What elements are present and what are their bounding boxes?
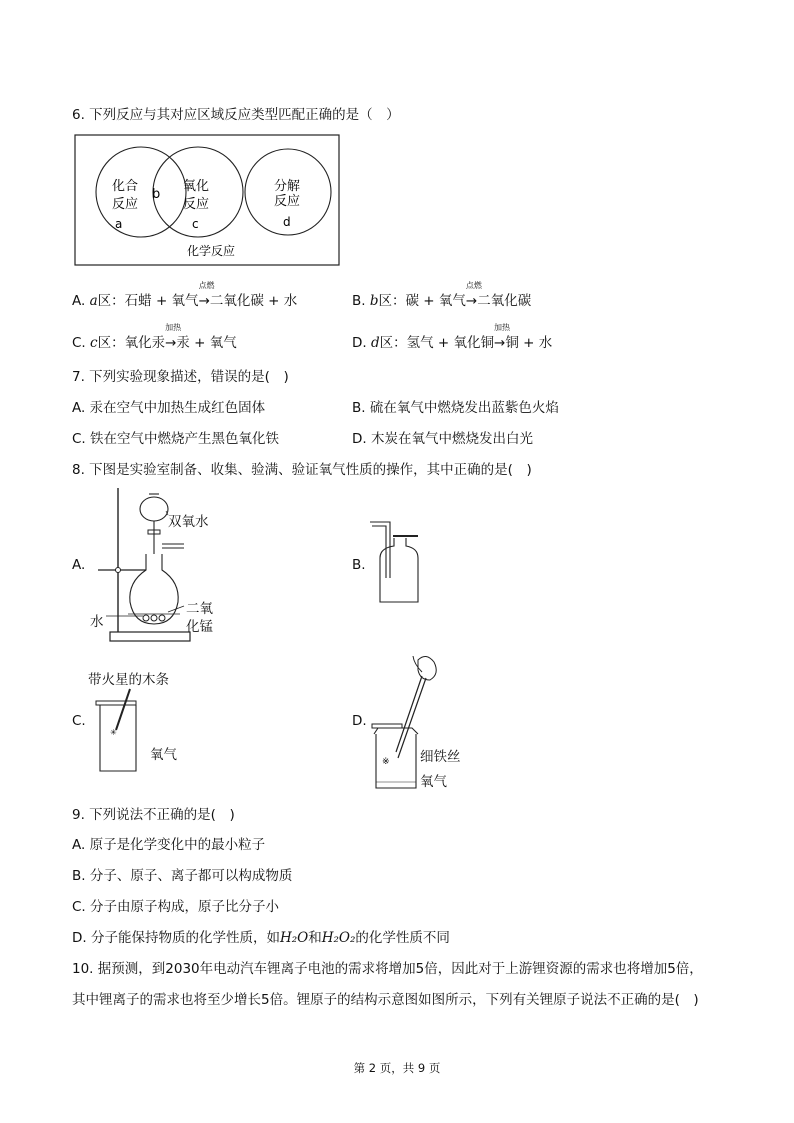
q9-option-c[interactable]: C. 分子由原子构成，原子比分子小 <box>72 899 280 915</box>
page-footer: 第 2 页，共 9 页 <box>353 1061 441 1075</box>
q8-option-b-gas-bottle[interactable] <box>368 518 428 610</box>
region-c-letter: c <box>192 217 199 231</box>
q6-option-b[interactable]: B. b区：碳 + 氧气 点燃 →二氧化碳 <box>352 281 532 309</box>
q7-stem: 7. 下列实验现象描述，错误的是( ) <box>72 369 289 385</box>
q6-option-a[interactable]: A. a区：石蜡 + 氧气 点燃 →二氧化碳 + 水 <box>72 281 298 309</box>
region-d-letter: d <box>283 215 291 229</box>
q6-option-c[interactable]: C. c区：氧化汞 加热 →汞 + 氧气 <box>72 323 237 351</box>
q6-venn-diagram <box>74 134 340 266</box>
chemical-reaction-label: 化学反应 <box>187 244 236 258</box>
q6-option-d[interactable]: D. d区：氢气 + 氧化铜 加热 →铜 + 水 <box>352 323 553 351</box>
q7-option-c[interactable]: C. 铁在空气中燃烧产生黑色氧化铁 <box>72 431 280 447</box>
q8-option-c-gas-bottle[interactable] <box>92 685 142 777</box>
oxidation-label-2: 反应 <box>183 197 210 212</box>
q8-a-h2o2-label: 双氧水 <box>168 514 209 530</box>
sparks-icon: ※ <box>382 757 390 767</box>
combination-circle <box>96 147 186 237</box>
q10-stem-line-1: 10. 据预测，到2030年电动汽车锂离子电池的需求将增加5倍，因此对于上游锂资源的需求也将增加5倍， <box>72 961 703 977</box>
q8-option-c-label[interactable]: C. <box>72 713 86 729</box>
q10-stem-line-2: 其中锂离子的需求也将至少增长5倍。锂原子的结构示意图如图所示，下列有关锂原子说法不正确的是( ) <box>72 992 699 1008</box>
q8-d-wire-label: 细铁丝 <box>420 749 461 765</box>
q8-a-mno2-label-1: 二氧 <box>186 601 213 617</box>
q8-option-a-label[interactable]: A. <box>72 557 86 573</box>
q8-c-oxygen-label: 氧气 <box>150 747 177 763</box>
oxidation-label-1: 氧化 <box>183 179 210 194</box>
q9-option-b[interactable]: B. 分子、原子、离子都可以构成物质 <box>72 868 293 884</box>
q8-a-water-label: 水 <box>90 614 104 630</box>
combination-label-2: 反应 <box>112 197 139 212</box>
q6-stem: 6. 下列反应与其对应区域反应类型匹配正确的是（ ） <box>72 107 400 123</box>
q9-stem: 9. 下列说法不正确的是( ) <box>72 807 235 823</box>
decomposition-label-1: 分解 <box>274 179 301 194</box>
combination-label-1: 化合 <box>112 179 139 194</box>
q9-option-a[interactable]: A. 原子是化学变化中的最小粒子 <box>72 837 266 853</box>
q8-stem: 8. 下图是实验室制备、收集、验满、验证氧气性质的操作，其中正确的是( ) <box>72 462 532 478</box>
q7-option-d[interactable]: D. 木炭在氧气中燃烧发出白光 <box>352 431 533 447</box>
q8-option-b-label[interactable]: B. <box>352 557 366 573</box>
q8-option-d-label[interactable]: D. <box>352 713 367 729</box>
region-a-letter: a <box>115 217 123 231</box>
q8-a-mno2-label-2: 化锰 <box>186 619 213 635</box>
region-b-letter: b <box>152 187 161 202</box>
q7-option-b[interactable]: B. 硫在氧气中燃烧发出蓝紫色火焰 <box>352 400 559 416</box>
q8-d-oxygen-label: 氧气 <box>420 774 447 790</box>
q8-c-stick-label: 带火星的木条 <box>88 672 169 688</box>
q7-option-a[interactable]: A. 汞在空气中加热生成红色固体 <box>72 400 266 416</box>
q8-option-d-gas-bottle[interactable] <box>368 650 458 790</box>
decomposition-label-2: 反应 <box>274 194 301 209</box>
glowing-spark-icon: ✳ <box>110 728 117 737</box>
q9-option-d[interactable]: D. 分子能保持物质的化学性质，如H₂O和H₂O₂的化学性质不同 <box>72 930 450 946</box>
